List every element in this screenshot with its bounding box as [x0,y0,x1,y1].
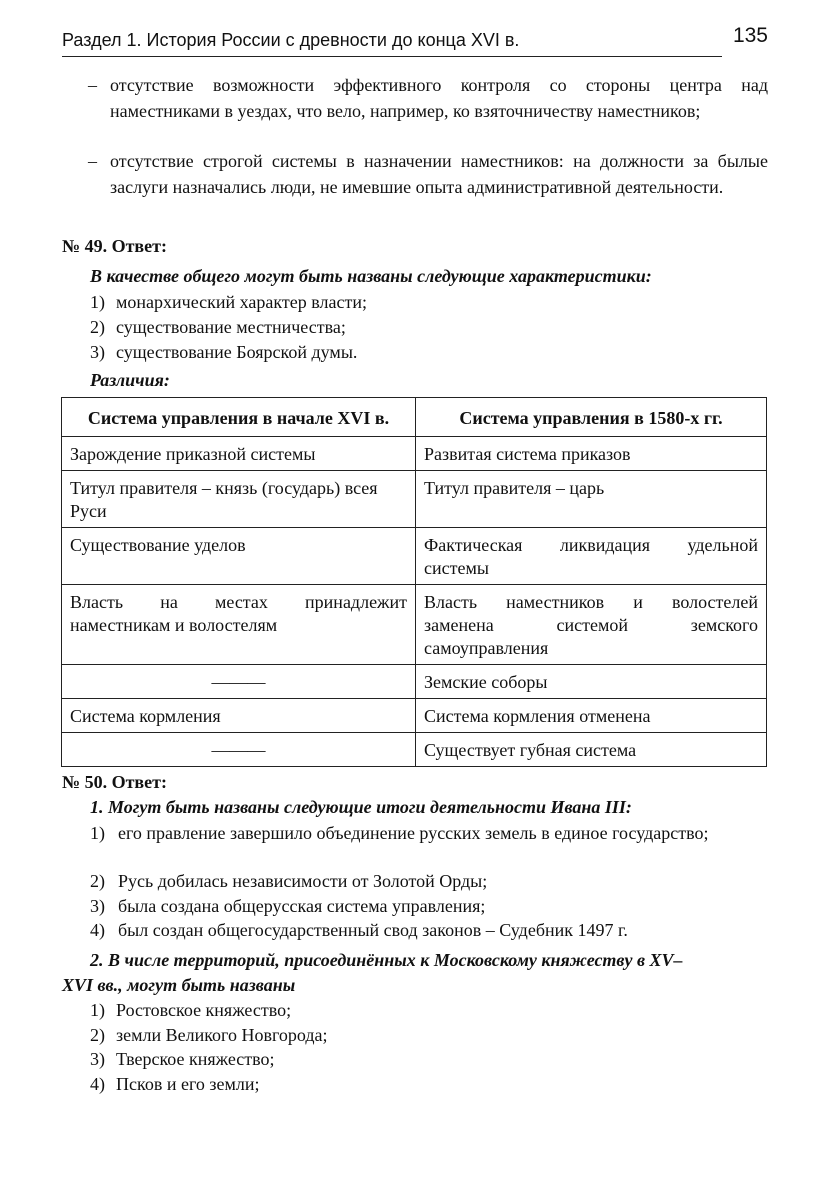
table-row [62,665,767,699]
list-item [90,314,346,340]
list-number: 1) [90,292,105,312]
q50-part1-title: 1. Могут быть названы следующие итоги деятельности Ивана III: [90,797,632,817]
table-row [62,699,767,733]
table-cell: Существование уделов [62,528,416,585]
list-item-text: была создана общерусская система управления; [118,896,486,916]
intro-item-text: отсутствие возможности эффективного контроля со стороны центра над наместниками в уездах, что вело, например, ко взяточничеству наместников; [110,75,768,121]
list-item-text: существование Боярской думы. [116,342,358,362]
dash-marker: – [88,75,97,95]
list-item-text: его правление завершило объединение русских земель в единое государство; [118,823,709,843]
list-item [90,820,768,846]
comparison-table [61,397,767,767]
table-row [62,585,767,665]
table-cell: Власть наместников и волостелей заменена системой земского самоуправления [416,585,767,665]
list-number: 4) [90,1074,105,1094]
q49-heading: № 49. Ответ: [62,236,167,256]
list-item [90,339,357,365]
list-item [90,1022,328,1048]
q50-part2-title-cont: XVI вв., могут быть названы [62,975,296,995]
table-cell: Система кормления [62,699,416,733]
table-row [62,528,767,585]
table-cell: Система кормления отменена [416,699,767,733]
table-cell: Власть на местах принадлежит наместникам и волостелям [62,585,416,665]
page-number: 135 [732,24,768,47]
section-title: Раздел 1. История России с древности до конца XVI в. [62,30,520,50]
table-cell: Существует губная система [416,733,767,767]
list-number: 3) [90,1049,105,1069]
table-cell: Фактическая ликвидация удельной системы [416,528,767,585]
q49-common-title: В качестве общего могут быть названы следующие характеристики: [90,266,652,286]
intro-item [88,148,768,200]
list-item [90,997,291,1023]
list-item-text: Русь добилась независимости от Золотой Орды; [118,871,488,891]
list-number: 2) [90,317,105,337]
list-item-text: Псков и его земли; [116,1074,260,1094]
header-rule [62,56,722,57]
table-header-cell: Система управления в 1580-х гг. [416,398,767,437]
list-number: 1) [90,1000,105,1020]
list-item-text: был создан общегосударственный свод законов – Судебник 1497 г. [118,920,628,940]
list-number: 2) [90,1025,105,1045]
list-item-text: земли Великого Новгорода; [116,1025,328,1045]
table-cell: ——— [62,665,416,699]
table-cell: Земские соборы [416,665,767,699]
table-cell: Развитая система приказов [416,437,767,471]
list-item-text: монархический характер власти; [116,292,367,312]
dash-marker: – [88,151,97,171]
table-row [62,733,767,767]
list-item [90,1046,275,1072]
table-cell: ——— [62,733,416,767]
list-item [90,917,768,943]
table-cell: Титул правителя – князь (государь) всея Руси [62,471,416,528]
table-cell: Зарождение приказной системы [62,437,416,471]
table-header-cell: Система управления в начале XVI в. [62,398,416,437]
table-row [62,471,767,528]
intro-item [88,72,768,124]
list-item [90,893,768,919]
intro-item-text: отсутствие строгой системы в назначении наместников: на должности за былые заслуги назначались люди, не имевшие опыта административной деятельности. [110,151,768,197]
table-cell: Титул правителя – царь [416,471,767,528]
list-number: 2) [90,871,105,891]
table-row [62,437,767,471]
differences-title: Различия: [90,370,170,390]
list-item-text: существование местничества; [116,317,346,337]
list-item-text: Ростовское княжество; [116,1000,292,1020]
q50-part2-title: 2. В числе территорий, присоединённых к Московскому княжеству в XV– [90,950,683,970]
q50-heading: № 50. Ответ: [62,772,167,792]
table-header-row [62,398,767,437]
list-number: 3) [90,896,105,916]
list-number: 1) [90,823,105,843]
list-item-text: Тверское княжество; [116,1049,275,1069]
running-header [62,24,770,54]
list-item [90,868,768,894]
list-number: 4) [90,920,105,940]
list-item [90,289,367,315]
list-number: 3) [90,342,105,362]
list-item [90,1071,259,1097]
